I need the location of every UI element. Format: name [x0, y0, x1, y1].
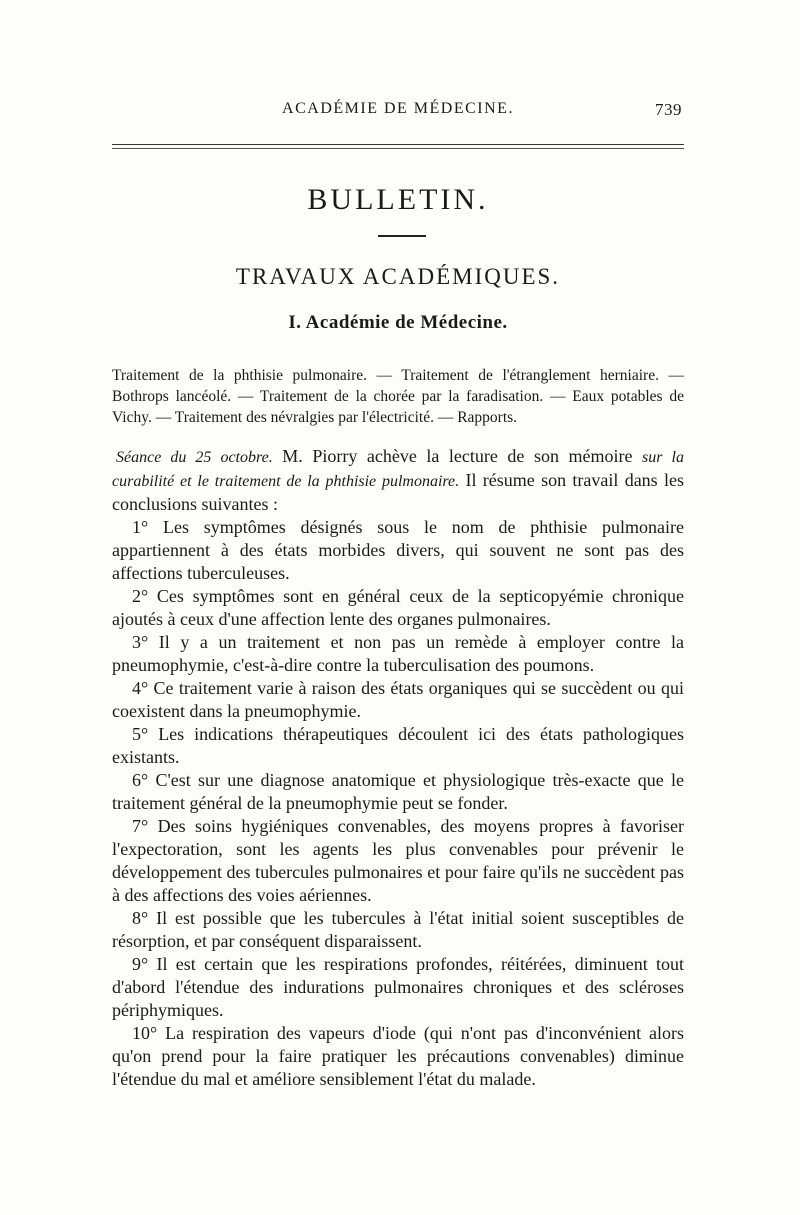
conclusion-item: 6° C'est sur une diagnose anatomique et physiologique très-exacte que le traitement général de la pneumophymie peut se fonder. [112, 770, 684, 813]
conclusion-item: 7° Des soins hygiéniques convenables, des moyens propres à favoriser l'expectoration, sont les agents les plus convenables pour prévenir le développement des tubercules pulmonaires et pour faire qu'ils ne succèdent pas à des affections des voies aériennes. [112, 816, 684, 905]
summary-paragraph: Traitement de la phthisie pulmonaire. — Traitement de l'étranglement herniaire. — Bothrops lancéolé. — Traitement de la chorée par la faradisation. — Eaux potables de Vichy. — Traitement des névralgies par l'électricité. — Rapports. [112, 367, 684, 426]
conclusion-item: 3° Il y a un traitement et non pas un remède à employer contre la pneumophymie, c'est-à-dire contre la tuberculisation des poumons. [112, 632, 684, 675]
intro-paragraph [112, 445, 684, 516]
page-number: 739 [655, 100, 682, 119]
intro-text-a: M. Piorry achève la lecture de son mémoire [272, 446, 643, 466]
conclusion-item: 9° Il est certain que les respirations profondes, réitérées, diminuent tout d'abord l'étendue des indurations pulmonaires chroniques et des scléroses périphymiques. [112, 954, 684, 1020]
title-rule [378, 235, 426, 237]
conclusion-item: 5° Les indications thérapeutiques découlent ici des états pathologiques existants. [112, 724, 684, 767]
bulletin-title: BULLETIN. [307, 183, 489, 216]
intro-text-b: Il résume son travail dans les conclusions suivantes : [112, 470, 684, 514]
memoire-title: sur la curabilité et le traitement de la phthisie pulmonaire. [112, 449, 684, 490]
header-rule [112, 144, 684, 149]
seance-date: Séance du 25 octobre. [116, 449, 273, 466]
conclusion-item: 4° Ce traitement varie à raison des états organiques qui se succèdent ou qui coexistent dans la pneumophymie. [112, 678, 684, 721]
conclusion-item: 8° Il est possible que les tubercules à l'état initial soient susceptibles de résorption, et par conséquent disparaissent. [112, 908, 684, 951]
subsection-title: I. Académie de Médecine. [288, 312, 508, 333]
body-text [112, 445, 684, 1091]
running-header [112, 100, 684, 124]
conclusion-item: 1° Les symptômes désignés sous le nom de phthisie pulmonaire appartiennent à des états morbides divers, qui souvent ne sont pas des affections tuberculeuses. [112, 517, 684, 583]
conclusion-item: 10° La respiration des vapeurs d'iode (qui n'ont pas d'inconvénient alors qu'on prend pour la faire pratiquer les précautions convenables) diminue l'étendue du mal et améliore sensiblement l'état du malade. [112, 1023, 684, 1089]
conclusion-item: 2° Ces symptômes sont en général ceux de la septicopyémie chronique ajoutés à ceux d'une affection lente des organes pulmonaires. [112, 586, 684, 629]
section-title: TRAVAUX ACADÉMIQUES. [235, 264, 561, 289]
running-title: ACADÉMIE DE MÉDECINE. [282, 100, 514, 117]
